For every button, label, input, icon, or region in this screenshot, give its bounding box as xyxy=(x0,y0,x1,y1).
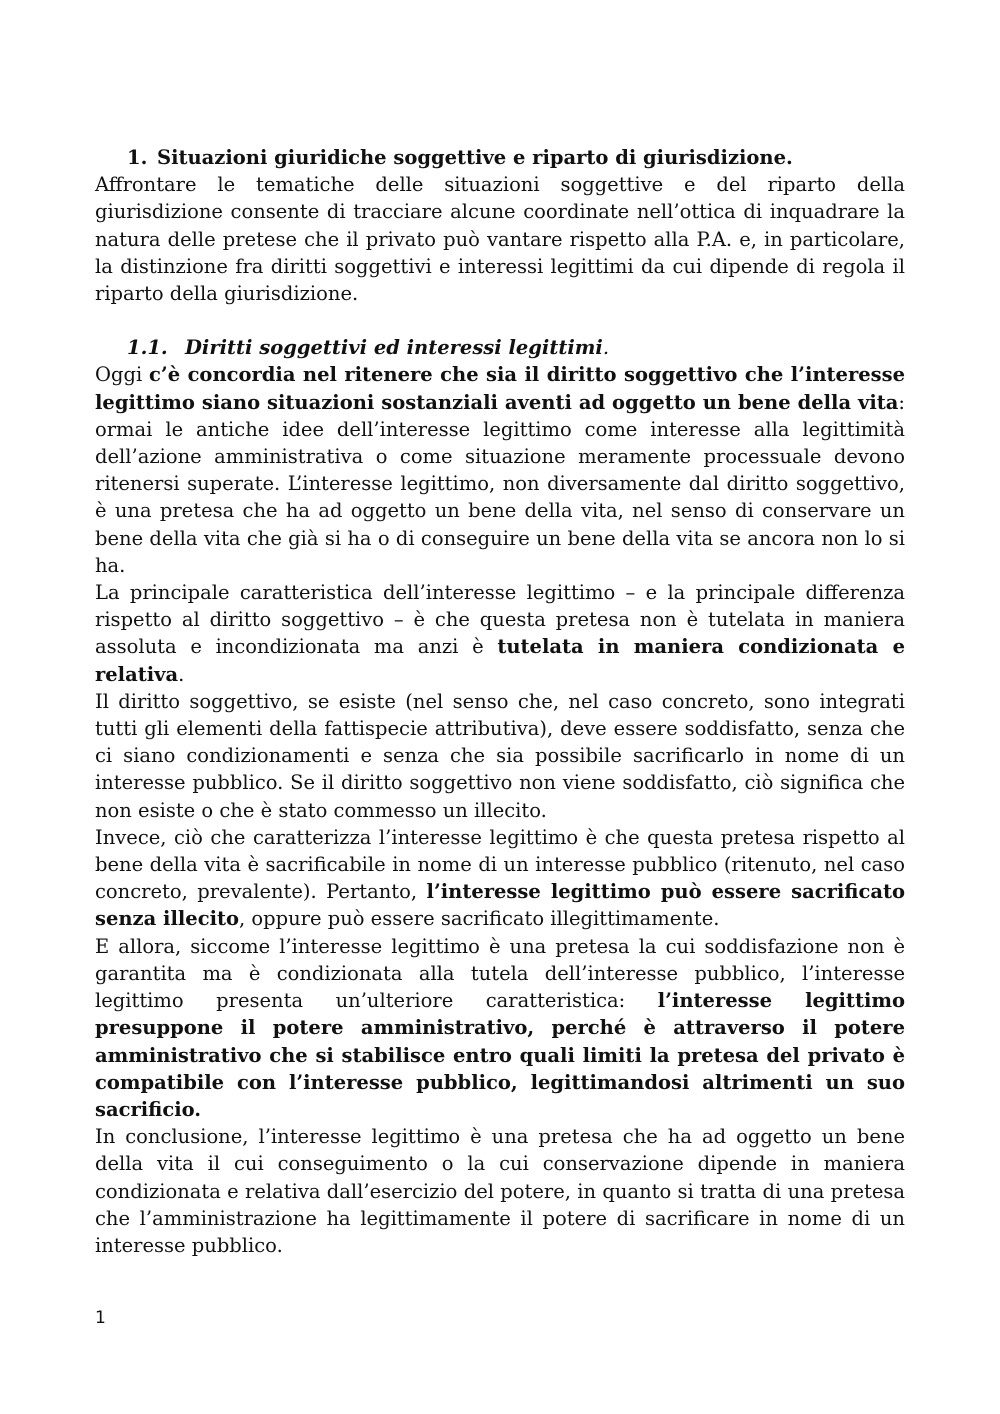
text-run: Invece, ciò che caratterizza l’interesse legittimo è che questa pretesa rispetto al bene della vita è sacrificabile in nome di un interesse pubblico (ritenuto, nel caso concreto, prevalente). Pertanto, xyxy=(95,825,905,904)
text-run: Oggi xyxy=(95,363,150,387)
text-run: La principale caratteristica dell’interesse legittimo – e la principale differenza rispetto al diritto soggettivo – è che questa pretesa non è tutelata in maniera assoluta e incondizionata ma anzi è xyxy=(95,581,905,659)
text-run: , oppure può essere sacrificato illegittimamente. xyxy=(238,907,720,931)
subsection-title-period: . xyxy=(602,336,610,360)
bold-run: tutelata in maniera condizionata e relativa xyxy=(95,635,905,686)
paragraph-1 xyxy=(95,361,905,579)
section-heading-1-1 xyxy=(95,334,905,361)
section-number: 1. xyxy=(127,146,148,169)
bold-run: l’interesse legittimo può essere sacrificato senza illecito xyxy=(95,880,906,931)
paragraph-3 xyxy=(95,688,905,824)
paragraph-6 xyxy=(95,1123,905,1259)
section-title: Situazioni giuridiche soggettive e riparto di giurisdizione. xyxy=(157,146,793,169)
subsection-number: 1.1. xyxy=(127,336,168,360)
intro-paragraph: Affrontare le tematiche delle situazioni soggettive e del riparto della giurisdizione consente di tracciare alcune coordinate nell’ottica di inquadrare la natura delle pretese che il privato può vantare rispetto alla P.A. e, in particolare, la distinzione fra diritti soggettivi e interessi legittimi da cui dipende di regola il riparto della giurisdizione. xyxy=(95,173,905,306)
bold-run: l’interesse legittimo presuppone il potere amministrativo, perché è attraverso il potere amministrativo che si stabilisce entro quali limiti la pretesa del privato è compatibile con l’interesse pubblico, legittimandosi altrimenti un suo sacrificio. xyxy=(95,989,905,1121)
text-run: . xyxy=(178,662,185,686)
page-number: 1 xyxy=(95,1308,106,1328)
paragraph-2 xyxy=(95,579,905,688)
text-run: In conclusione, l’interesse legittimo è una pretesa che ha ad oggetto un bene della vita il cui conseguimento o la cui conservazione dipende in maniera condizionata e relativa dall’esercizio del potere, in quanto si tratta di una pretesa che l’amministrazione ha legittimamente il potere di sacrificare in nome di un interesse pubblico. xyxy=(95,1125,905,1257)
section-heading-1 xyxy=(95,144,905,171)
paragraph-4 xyxy=(95,824,905,933)
text-run: Il diritto soggettivo, se esiste (nel senso che, nel caso concreto, sono integrati tutti gli elementi della fattispecie attributiva), deve essere soddisfatto, senza che ci siano condizionamenti e senza che sia possibile sacrificarlo in nome di un interesse pubblico. Se il diritto soggettivo non viene soddisfatto, ciò significa che non esiste o che è stato commesso un illecito. xyxy=(95,689,905,822)
paragraph-5 xyxy=(95,933,905,1123)
document-body xyxy=(95,144,905,1259)
subsection-title: Diritti soggettivi ed interessi legittimi xyxy=(185,336,603,360)
bold-run: c’è concordia nel ritenere che sia il diritto soggettivo che l’interesse legittimo siano situazioni sostanziali aventi ad oggetto un bene della vita xyxy=(95,363,905,414)
text-run: E allora, siccome l’interesse legittimo è una pretesa la cui soddisfazione non è garantita ma è condizionata alla tutela dell’interesse pubblico, l’interesse legittimo presenta un’ulteriore caratteristica: xyxy=(95,934,905,1013)
text-run: : ormai le antiche idee dell’interesse legittimo come interesse alla legittimità dell’azione amministrativa o come situazione meramente processuale devono ritenersi superate. L’interesse legittimo, non diversamente dal diritto soggettivo, è una pretesa che ha ad oggetto un bene della vita, nel senso di conservare un bene della vita che già si ha o di conseguire un bene della vita se ancora non lo si ha. xyxy=(95,390,905,577)
